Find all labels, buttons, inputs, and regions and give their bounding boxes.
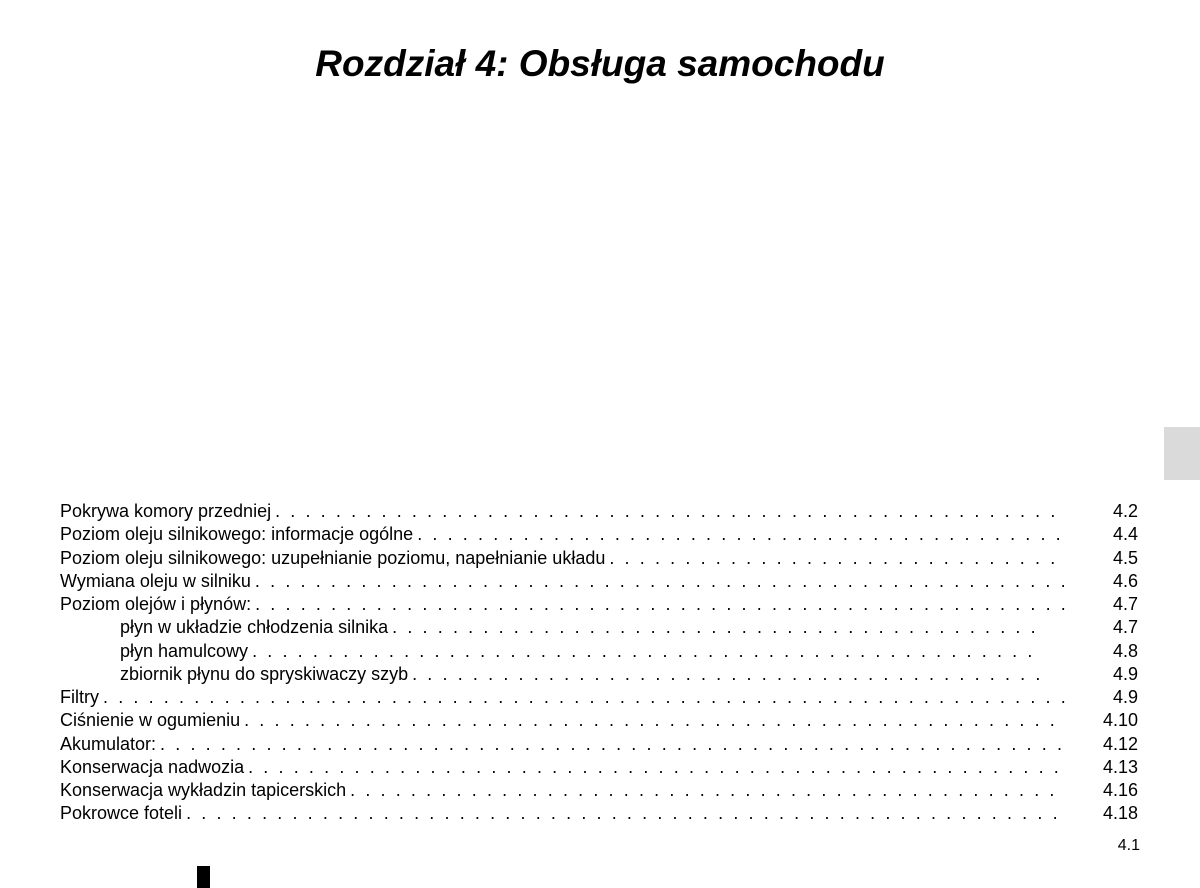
- dot-leader: [186, 802, 1066, 825]
- toc-subentry[interactable]: [60, 616, 1138, 639]
- table-of-contents: [60, 500, 1138, 826]
- toc-entry-page: 4.2: [1112, 501, 1138, 521]
- page-number: 4.1: [1117, 837, 1140, 854]
- toc-entry[interactable]: [60, 756, 1138, 779]
- toc-entry[interactable]: [60, 593, 1138, 616]
- toc-entry-page: 4.4: [1112, 524, 1138, 545]
- toc-entry-title: Filtry: [60, 687, 99, 707]
- toc-entry[interactable]: [60, 500, 1138, 523]
- dot-leader: [255, 570, 1066, 593]
- toc-entry-page: 4.8: [1112, 640, 1138, 661]
- toc-entry-page: 4.6: [1112, 570, 1138, 591]
- toc-entry-title: Wymiana oleju w silniku: [60, 570, 251, 591]
- dot-leader: [412, 663, 1040, 686]
- toc-entry[interactable]: [60, 779, 1138, 802]
- chapter-side-tab: [1164, 427, 1200, 480]
- dot-leader: [244, 709, 1066, 732]
- dot-leader: [252, 640, 1040, 663]
- toc-entry-page: 4.9: [1112, 663, 1138, 684]
- toc-entry[interactable]: [60, 570, 1138, 593]
- toc-entry[interactable]: [60, 686, 1138, 709]
- toc-entry-page: 4.7: [1112, 594, 1138, 614]
- toc-entry-title: Ciśnienie w ogumieniu: [60, 710, 241, 731]
- toc-subentry[interactable]: [60, 640, 1138, 663]
- toc-entry-page: 4.5: [1112, 547, 1138, 568]
- toc-entry[interactable]: [60, 547, 1138, 570]
- toc-entry-page: 4.18: [1102, 803, 1138, 824]
- dot-leader: [609, 547, 1066, 570]
- toc-entry-title: Poziom olejów i płynów:: [60, 594, 252, 614]
- dot-leader: [392, 616, 1040, 639]
- toc-entry-title: Poziom oleju silnikowego: informacje ogólne: [60, 524, 414, 545]
- toc-entry[interactable]: [60, 523, 1138, 546]
- toc-entry-page: 4.10: [1102, 710, 1138, 731]
- toc-entry-page: 4.16: [1102, 780, 1138, 800]
- dot-leader: [255, 593, 1066, 616]
- toc-entry[interactable]: [60, 802, 1138, 825]
- toc-subentry[interactable]: [60, 663, 1138, 686]
- toc-entry-title: Konserwacja nadwozia: [60, 756, 245, 777]
- chapter-title: Rozdział 4: Obsługa samochodu: [315, 42, 885, 84]
- toc-entry-title: Pokrowce foteli: [60, 803, 183, 824]
- dot-leader: [350, 779, 1066, 802]
- dot-leader: [275, 500, 1066, 523]
- toc-entry-title: płyn w układzie chłodzenia silnika: [120, 617, 389, 638]
- toc-entry-title: płyn hamulcowy: [120, 640, 249, 661]
- toc-entry-page: 4.7: [1112, 617, 1138, 638]
- toc-entry-page: 4.12: [1102, 733, 1138, 754]
- dot-leader: [417, 523, 1066, 546]
- toc-entry-page: 4.9: [1112, 687, 1138, 707]
- toc-entry[interactable]: [60, 733, 1138, 756]
- toc-entry-title: zbiornik płynu do spryskiwaczy szyb: [120, 663, 409, 684]
- toc-entry-title: Poziom oleju silnikowego: uzupełnianie poziomu, napełnianie układu: [60, 547, 606, 568]
- print-crop-mark: [197, 866, 210, 888]
- dot-leader: [103, 686, 1066, 709]
- dot-leader: [160, 733, 1066, 756]
- toc-entry-title: Akumulator:: [60, 733, 157, 754]
- toc-entry-page: 4.13: [1102, 756, 1138, 777]
- dot-leader: [248, 756, 1066, 779]
- toc-entry[interactable]: [60, 709, 1138, 732]
- toc-entry-title: Konserwacja wykładzin tapicerskich: [60, 780, 347, 800]
- toc-entry-title: Pokrywa komory przedniej: [60, 501, 272, 521]
